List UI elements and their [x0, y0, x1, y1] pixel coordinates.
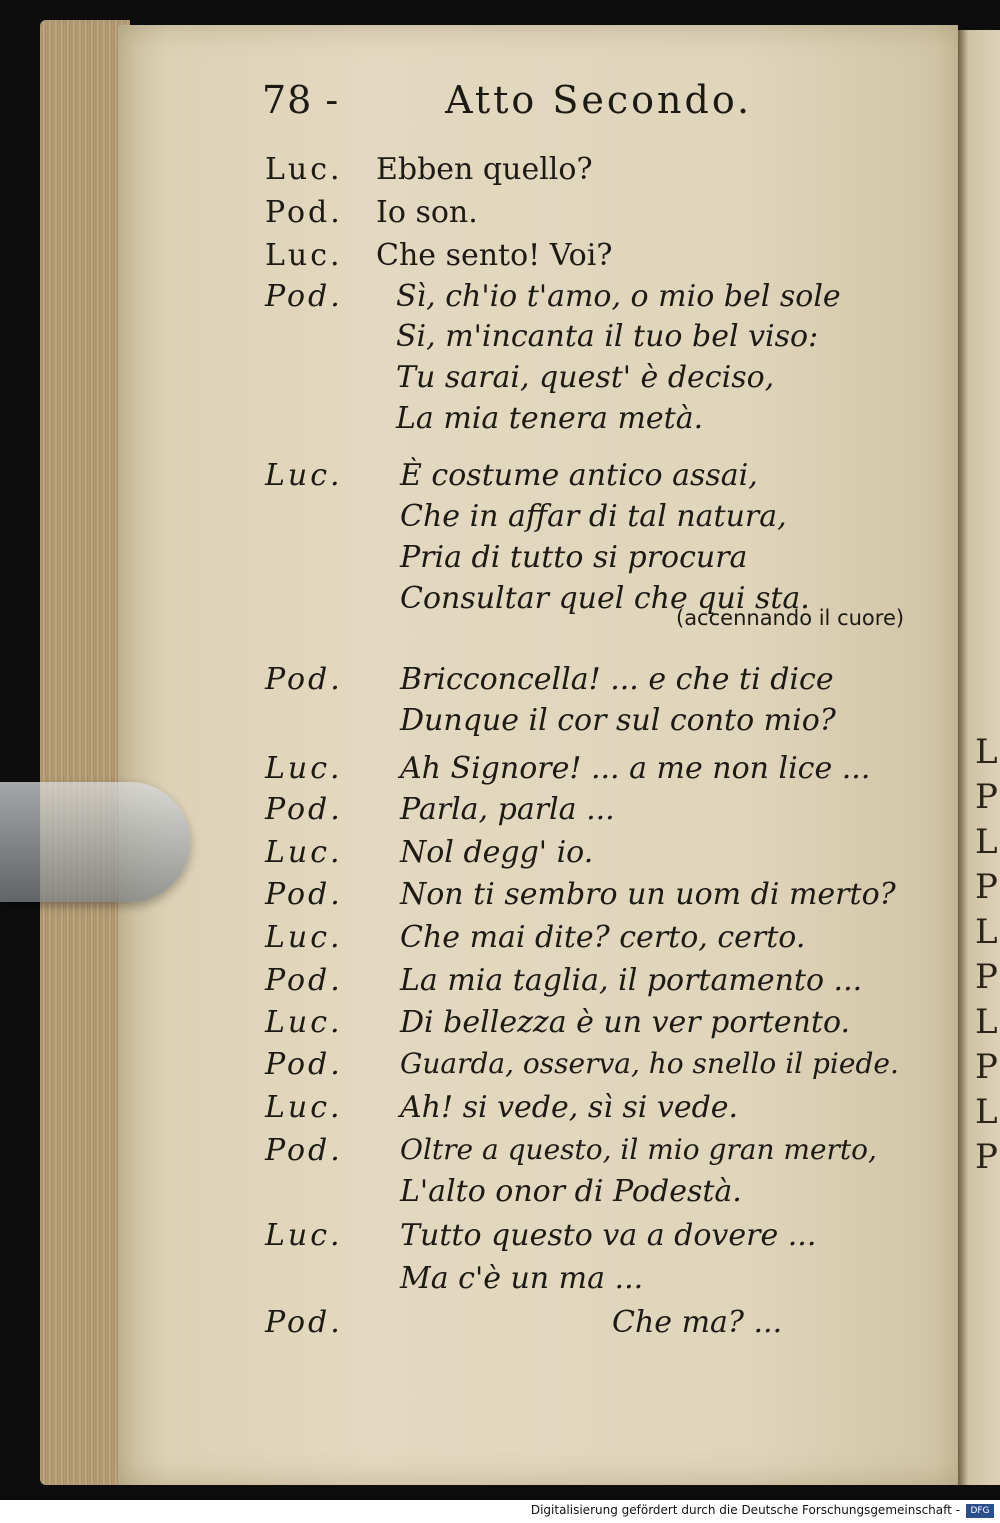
speaker-label: Pod.: [265, 1305, 343, 1340]
dialogue-line: Ah! si vede, sì si vede.: [400, 1090, 739, 1125]
dialogue-line: Ah Signore! ... a me non lice ...: [400, 751, 871, 786]
dialogue-line: Tu sarai, quest' è deciso,: [396, 360, 775, 395]
page-number: 78 -: [262, 78, 340, 122]
dialogue-line: Pria di tutto si procura: [400, 540, 748, 575]
speaker-label: Luc.: [265, 1005, 343, 1040]
facing-page-letter: L: [975, 822, 998, 862]
speaker-label: Luc.: [265, 1090, 343, 1125]
dialogue-line: È costume antico assai,: [400, 458, 758, 493]
facing-page-letter: L: [975, 1002, 998, 1042]
facing-page-letter: P: [975, 1137, 998, 1177]
speaker-label: Pod.: [265, 279, 343, 314]
speaker-label: Luc.: [265, 751, 343, 786]
page-header: [262, 78, 752, 122]
speaker-label: Pod.: [265, 662, 343, 697]
facing-page-letter: P: [975, 1047, 998, 1087]
facing-page-letter: L: [975, 732, 998, 772]
speaker-label: Luc.: [265, 1218, 343, 1253]
speaker-label: Luc.: [265, 152, 343, 187]
dialogue-line: Che sento! Voi?: [376, 238, 613, 273]
dialogue-line: Consultar quel che qui sta.: [400, 581, 810, 616]
speaker-label: Luc.: [265, 238, 343, 273]
facing-page-letter: P: [975, 957, 998, 997]
book-page-edges: [40, 20, 130, 1485]
footer-credit: Digitalisierung gefördert durch die Deutsche Forschungsgemeinschaft -: [530, 1503, 960, 1517]
dialogue-line: Di bellezza è un ver portento.: [400, 1005, 851, 1040]
dialogue-line: Dunque il cor sul conto mio?: [400, 703, 836, 738]
dialogue-line: Sì, ch'io t'amo, o mio bel sole: [396, 279, 841, 314]
speaker-label: Pod.: [265, 963, 343, 998]
dialogue-line: La mia taglia, il portamento ...: [400, 963, 863, 998]
dialogue-line: Ma c'è un ma ...: [400, 1261, 644, 1296]
dialogue-line: Oltre a questo, il mio gran merto,: [400, 1133, 877, 1166]
dialogue-line: Io son.: [376, 195, 478, 230]
dialogue-line: La mia tenera metà.: [396, 401, 704, 436]
dialogue-line: Tutto questo va a dovere ...: [400, 1218, 817, 1253]
speaker-label: Pod.: [265, 195, 343, 230]
speaker-label: Luc.: [265, 835, 343, 870]
dialogue-line: Che mai dite? certo, certo.: [400, 920, 806, 955]
dialogue-line: Che ma? ...: [612, 1305, 783, 1340]
dialogue-line: Parla, parla ...: [400, 792, 615, 827]
dialogue-line: Guarda, osserva, ho snello il piede.: [400, 1047, 899, 1080]
page-title: Atto Secondo.: [445, 78, 753, 122]
page-clip: [0, 782, 190, 902]
dialogue-line: Bricconcella! ... e che ti dice: [400, 662, 834, 697]
facing-page-letter: P: [975, 777, 998, 817]
facing-page-letter: L: [975, 912, 998, 952]
dialogue-line: Che in affar di tal natura,: [400, 499, 787, 534]
speaker-label: Pod.: [265, 877, 343, 912]
dialogue-line: Ebben quello?: [376, 152, 593, 187]
facing-page-letters: [975, 730, 1000, 1180]
speaker-label: Pod.: [265, 792, 343, 827]
dialogue-line: Nol degg' io.: [400, 835, 594, 870]
facing-page-letter: L: [975, 1092, 998, 1132]
speaker-label: Luc.: [265, 458, 343, 493]
speaker-label: Pod.: [265, 1047, 343, 1082]
footer-bar: [0, 1500, 1000, 1523]
speaker-label: Luc.: [265, 920, 343, 955]
dialogue-line: Non ti sembro un uom di merto?: [400, 877, 896, 912]
dfg-logo: DFG: [966, 1504, 994, 1518]
stage-direction: (accennando il cuore): [676, 606, 905, 630]
dialogue-line: L'alto onor di Podestà.: [400, 1174, 742, 1209]
speaker-label: Pod.: [265, 1133, 343, 1168]
dialogue-line: Si, m'incanta il tuo bel viso:: [396, 319, 819, 354]
facing-page-letter: P: [975, 867, 998, 907]
